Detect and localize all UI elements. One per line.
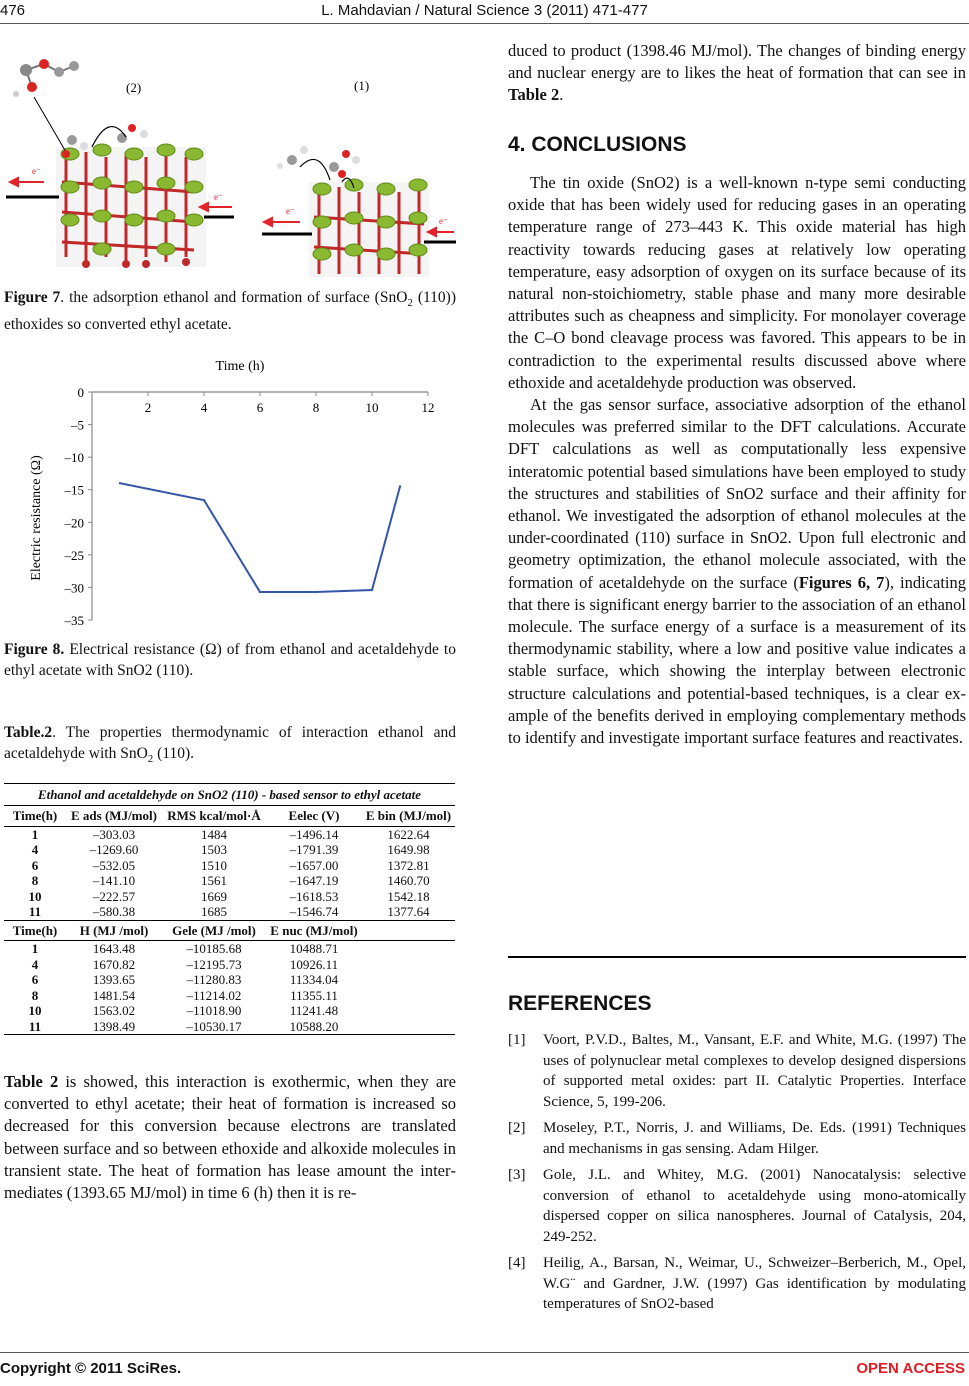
copyright-notice: Copyright © 2011 SciRes. xyxy=(0,1360,182,1377)
chart-x-tick-label: 8 xyxy=(312,400,320,415)
table-cell: 11 xyxy=(4,904,66,920)
table-cell: 6 xyxy=(31,972,39,987)
paragraph-text: duced to product (1398.46 MJ/mol). The changes of binding energy and nuclear energy are to likes the heat of formation that can see in xyxy=(508,41,966,83)
table-cell: 1643.48 xyxy=(92,941,136,956)
table-cell: 1393.65 xyxy=(92,972,136,987)
table-cell: 1510 xyxy=(201,857,227,873)
chart-y-tick-label: –20 xyxy=(64,515,84,531)
electron-label-left-2: e⁻ xyxy=(214,192,223,202)
table-2-caption xyxy=(4,722,456,770)
ethyl-acetate-molecule xyxy=(13,59,79,97)
table-cell: 1561 xyxy=(201,873,227,888)
chart-data-point xyxy=(203,499,205,501)
table-cell xyxy=(362,957,455,973)
table-header-cell: Time(h) xyxy=(4,920,66,941)
electron-label-right: e⁻ xyxy=(286,206,295,216)
chart-series-line xyxy=(120,483,400,592)
table-header-cell: E nuc (MJ/mol) xyxy=(266,920,362,941)
table-2-ref-right: Table 2 xyxy=(508,85,560,105)
page-number: 476 xyxy=(0,2,26,19)
figure-8-chart xyxy=(0,352,458,637)
table-cell: –11280.83 xyxy=(186,972,242,987)
chart-y-tick-label: –35 xyxy=(64,613,84,628)
figure-8-caption-text: Electrical resistance (Ω) of from ethanol and acetaldehyde to ethyl acetate with SnO2 (110). xyxy=(4,641,456,679)
table-row xyxy=(4,1019,455,1035)
chart-x-tick-label: 10 xyxy=(365,400,379,415)
figure-8-label: Figure 8. xyxy=(4,641,65,658)
table-cell: –222.57 xyxy=(92,888,136,904)
reference-text: Voort, P.V.D., Baltes, M., Vansant, E.F. and White, M.G. (1997) The uses of polynuclear metal complexes to develop designed dispersions of supported metal oxides: part II. Catalytic Properties. Interface Science, 5, 199-206. xyxy=(543,1032,966,1110)
table-cell: 10 xyxy=(28,1003,42,1018)
electron-label-right-2: e⁻ xyxy=(439,216,448,226)
table-cell: –303.03 xyxy=(92,826,136,842)
table-cell: 11 xyxy=(4,1019,66,1035)
table-2 xyxy=(4,783,455,1035)
figure-8-caption xyxy=(4,639,456,681)
table-header-cell: Eelec (V) xyxy=(266,806,362,827)
table-cell: 10488.71 xyxy=(289,941,339,956)
conclusions-heading: 4. CONCLUSIONS xyxy=(508,133,687,156)
chart-x-tick-label: 4 xyxy=(200,400,208,415)
left-body-text xyxy=(4,1071,456,1204)
table-cell: 1398.49 xyxy=(66,1019,162,1035)
reference-number: [1] xyxy=(508,1032,526,1048)
table-cell xyxy=(362,1003,455,1019)
reference-number: [3] xyxy=(508,1167,526,1183)
chart-y-tick-label: –25 xyxy=(64,547,84,563)
reference-text: Heilig, A., Barsan, N., Weimar, U., Schweizer–Berberich, M., Opel, W.G¨ and Gardner, J.W. (1997) Gas identification by modulating temperatures of SnO2-based xyxy=(543,1255,966,1312)
footer-rule xyxy=(0,1352,969,1353)
reference-item xyxy=(508,1030,966,1112)
figure-7-illustration xyxy=(4,42,456,277)
paragraph-text: At the gas sensor surface, associative adsorption of the ethanol molecules was preferred similar to the DFT calculations. Accurate DFT calculations as well as computationally less expensive interatomic potential based simulations have been employed to study the structures and stabilities of SnO2 surface and their affinity for ethanol. We investigated the adsorption of ethanol molecules at the under-coordinated (110) surface in SnO2. Upon full electronic and geometry optimization, the ethanol molecule associated, with the formation of acetaldehyde on the surface ( xyxy=(508,395,966,592)
chart-y-tick-label: –30 xyxy=(64,580,84,596)
reference-number: [2] xyxy=(508,1120,526,1136)
table-cell: –10530.17 xyxy=(162,1019,266,1035)
paragraph-text: is showed, this interaction is exothermic, when they are converted to ethyl acetate; their heat of formation is increased so decreased for this conversion because electrons are translated between surface and so between ethoxide and alkoxide molecules in transient state. The heat of formation has lease amount the intermediates (1393.65 MJ/mol) in time 6 (h) then it is re- xyxy=(4,1072,456,1203)
table-cell: –12195.73 xyxy=(186,956,242,972)
table-cell xyxy=(362,972,455,988)
chart-data-point xyxy=(399,485,401,487)
running-header xyxy=(0,2,969,22)
table-cell: 8 xyxy=(31,873,39,888)
table-cell: 1563.02 xyxy=(92,1003,136,1018)
table-cell: –141.10 xyxy=(92,873,136,888)
table-row xyxy=(4,957,455,973)
figure-7-caption xyxy=(4,287,456,335)
reference-item xyxy=(508,1253,966,1315)
table-row xyxy=(4,972,455,988)
paragraph-text-end: . xyxy=(559,85,564,105)
table-cell xyxy=(362,988,455,1004)
table-cell: 1670.82 xyxy=(92,956,136,972)
reference-text: Gole, J.L. and Whitey, M.G. (2001) Nanocatalysis: selective conversion of ethanol to acetaldehyde using mono-atomically dispersed copper on silica nanospheres. Journal of Catalysis, 204, 249-252. xyxy=(543,1167,966,1245)
conclusions-paragraph-2 xyxy=(508,394,966,749)
chart-data-point xyxy=(315,591,317,593)
table-cell: 1484 xyxy=(201,826,227,842)
table-cell: 1481.54 xyxy=(92,987,136,1003)
chart-x-tick-label: 2 xyxy=(144,400,152,415)
table-cell: 1377.64 xyxy=(362,904,455,920)
chart-y-tick-label: –10 xyxy=(64,450,84,466)
conclusions-text xyxy=(508,172,966,749)
table-cell: –532.05 xyxy=(92,857,136,873)
figure-7-caption-sub: 2 xyxy=(407,297,413,310)
resistance-line-chart xyxy=(0,352,458,637)
chart-data-point xyxy=(259,591,261,593)
table-header-cell: RMS kcal/mol·Å xyxy=(162,806,266,827)
table-cell: 10 xyxy=(28,888,42,904)
table-header-cell: E bin (MJ/mol) xyxy=(362,806,455,827)
table-cell: 1 xyxy=(31,941,39,956)
paragraph-table2-discussion xyxy=(4,1071,456,1204)
table-cell: –1496.14 xyxy=(289,826,339,842)
paragraph-continued xyxy=(508,40,966,107)
table-2-title: Ethanol and acetaldehyde on SnO2 (110) - based sensor to ethyl acetate xyxy=(4,784,455,806)
table-cell: 1 xyxy=(31,826,39,842)
table-row xyxy=(4,873,455,889)
chart-x-tick-label: 6 xyxy=(256,400,264,415)
table-2-ref: Table 2 xyxy=(4,1072,59,1091)
table-cell: 4 xyxy=(31,842,39,857)
reference-item xyxy=(508,1165,966,1247)
figure-7-caption-a: . the adsorption ethanol and formation of surface (SnO xyxy=(60,289,408,306)
table-2-header-2 xyxy=(4,920,455,941)
reference-number: [4] xyxy=(508,1255,526,1271)
table-cell: –1546.74 xyxy=(266,904,362,920)
right-body-text xyxy=(508,40,966,107)
table-cell: –1791.39 xyxy=(289,842,339,857)
table-row xyxy=(4,858,455,874)
references-rule xyxy=(508,956,966,958)
table-cell: 1622.64 xyxy=(387,826,430,842)
table-row xyxy=(4,904,455,920)
figures-ref: Figures 6, 7 xyxy=(798,572,885,592)
reference-list xyxy=(508,1030,966,1321)
table-row xyxy=(4,941,455,957)
references-heading: REFERENCES xyxy=(508,992,652,1015)
running-title: L. Mahdavian / Natural Science 3 (2011) 471-477 xyxy=(321,2,648,19)
table-cell: 1460.70 xyxy=(387,873,430,888)
chart-x-tick-label: 12 xyxy=(421,400,435,415)
table-cell: –10185.68 xyxy=(186,941,242,956)
table-cell: –1618.53 xyxy=(289,888,339,904)
table-cell xyxy=(362,941,455,957)
table-cell: –11018.90 xyxy=(186,1003,242,1018)
chart-y-tick-label: 0 xyxy=(77,385,84,400)
table-cell: –1657.00 xyxy=(289,857,339,873)
paragraph-text: ), indicating that there is significant energy barrier to the association of an ethanol molecule. The surface energy of a surface is a measurement of its thermodynamic stability, where a low and positive value indicates a stable surface, which showing the interplay between electronic structure calculations and potential-based techniques, is a clear example of the benefits derived in employing complementary methods to identify and investigate important surface features and reactivates. xyxy=(508,572,966,748)
figure-7-caption-b: (110)) ethoxides so converted ethyl acetate. xyxy=(4,289,456,334)
header-rule xyxy=(0,23,969,24)
figure7-label-1: (1) xyxy=(354,78,370,93)
table-cell: 10926.11 xyxy=(289,956,339,972)
table-row xyxy=(4,988,455,1004)
figure7-label-2: (2) xyxy=(126,80,142,95)
table-2-caption-b: (110). xyxy=(153,745,195,762)
table-2-header-1 xyxy=(4,806,455,827)
table-header-cell: H (MJ /mol) xyxy=(66,920,162,941)
table-row xyxy=(4,826,455,842)
table-cell: 6 xyxy=(31,857,39,873)
table-cell: 11241.48 xyxy=(289,1003,339,1018)
table-cell: –1269.60 xyxy=(89,842,139,857)
table-cell: 1669 xyxy=(201,888,227,904)
table-row xyxy=(4,889,455,905)
table-cell: –580.38 xyxy=(66,904,162,920)
table-header-cell: E ads (MJ/mol) xyxy=(66,806,162,827)
open-access-label: OPEN ACCESS xyxy=(856,1360,965,1377)
chart-x-axis-label: Time (h) xyxy=(215,359,265,374)
conclusions-paragraph-1: The tin oxide (SnO2) is a well-known n-type semi conducting oxide that has been widely used for reducing gases in an operating temperature range of 273–443 K. This oxide material has high reactivity towards reducing gases at relatively low operating temperature, easy adsorption of oxygen on its surface because of its natural non-stoichiometry, stable phase and many more desirable attributes such as cheapness and simplicity. For monolayer coverage the C–O bond cleavage process was favored. This appears to be in contradiction to the experimental results discussed above where ethoxide and acetaldehyde production was observed. xyxy=(508,173,966,392)
table-row xyxy=(4,1003,455,1019)
table-2-caption-a: . The properties thermodynamic of interaction ethanol and acetaldehyde with SnO xyxy=(4,724,456,762)
chart-y-tick-label: –5 xyxy=(71,417,84,433)
table-header-cell: Time(h) xyxy=(4,806,66,827)
slab-left xyxy=(56,144,206,268)
table-cell: 1649.98 xyxy=(387,842,430,857)
reference-text: Moseley, P.T., Norris, J. and Williams, De. Eds. (1991) Techniques and mechanisms in gas sensing. Adam Hilger. xyxy=(543,1120,966,1157)
chart-y-axis-label: Electric resistance (Ω) xyxy=(29,455,44,581)
chart-y-tick-label: –15 xyxy=(64,482,84,498)
table-cell: 1542.18 xyxy=(387,888,430,904)
table-cell: 1685 xyxy=(162,904,266,920)
table-cell: 10588.20 xyxy=(266,1019,362,1035)
table-cell: 4 xyxy=(31,956,39,972)
table-row xyxy=(4,842,455,858)
table-cell: –11214.02 xyxy=(186,987,242,1003)
surface-adsorption-diagram xyxy=(4,42,456,277)
table-cell: 11334.04 xyxy=(289,972,339,987)
slab-right xyxy=(309,179,429,277)
table-2-caption-sub: 2 xyxy=(147,753,154,766)
table-2-label: Table.2 xyxy=(4,724,53,741)
figure-7-label: Figure 7 xyxy=(4,289,61,306)
table-cell: 11355.11 xyxy=(290,987,338,1003)
table-header-cell: Gele (MJ /mol) xyxy=(162,920,266,941)
reference-item xyxy=(508,1118,966,1159)
table-cell: 1503 xyxy=(201,842,227,857)
table-cell: –1647.19 xyxy=(289,873,339,888)
table-cell: 8 xyxy=(31,987,39,1003)
chart-data-point xyxy=(371,589,373,591)
table-cell xyxy=(362,1019,455,1035)
chart-data-point xyxy=(119,482,121,484)
table-cell: 1372.81 xyxy=(387,857,430,873)
electron-label-left: e⁻ xyxy=(32,166,41,176)
table-header-cell xyxy=(362,920,455,941)
